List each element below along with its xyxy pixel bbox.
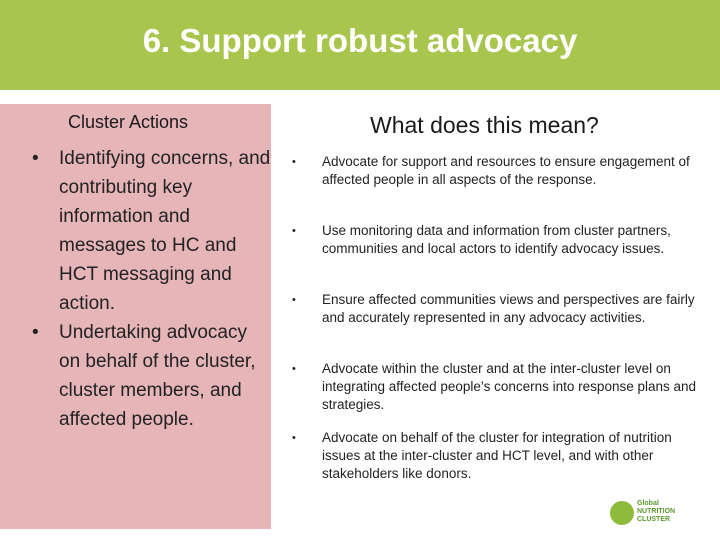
bullet-icon: • — [32, 322, 39, 343]
bullet-icon: • — [292, 363, 296, 375]
list-item: • Advocate for support and resources to ensure engagement of affected people in all aspects of the response. — [292, 154, 690, 187]
logo-text: Global NUTRITION CLUSTER — [637, 500, 676, 523]
list-item: • Identifying concerns, and contributing key information and messages to HC and HCT messaging and action. — [22, 144, 272, 318]
list-item: • Use monitoring data and information from cluster partners, communities and local actors to identify advocacy issues. — [292, 223, 671, 256]
bullet-icon: • — [32, 148, 39, 169]
bullet-icon: • — [292, 225, 296, 237]
meaning-list — [290, 153, 710, 498]
list-item: • Advocate on behalf of the cluster for integration of nutrition issues at the inter-cluster and HCT level, and with other stakeholders like donors. — [292, 430, 672, 481]
cluster-actions-heading: Cluster Actions — [68, 112, 189, 132]
global-nutrition-cluster-logo — [610, 500, 690, 530]
slide-title: 6. Support robust advocacy — [142, 22, 578, 59]
meaning-heading: What does this mean? — [370, 112, 599, 138]
list-item: • Undertaking advocacy on behalf of the cluster, cluster members, and affected people. — [22, 318, 272, 434]
list-item: • Advocate within the cluster and at the inter-cluster level on integrating affected people’s concerns into response plans and strategies. — [292, 361, 697, 412]
list-item: • Ensure affected communities views and perspectives are fairly and accurately represented in any advocacy activities. — [292, 292, 695, 325]
bullet-icon: • — [292, 156, 296, 168]
bullet-icon: • — [292, 432, 296, 444]
cluster-actions-list — [22, 144, 272, 434]
logo-mark-icon — [610, 501, 634, 525]
bullet-icon: • — [292, 294, 296, 306]
